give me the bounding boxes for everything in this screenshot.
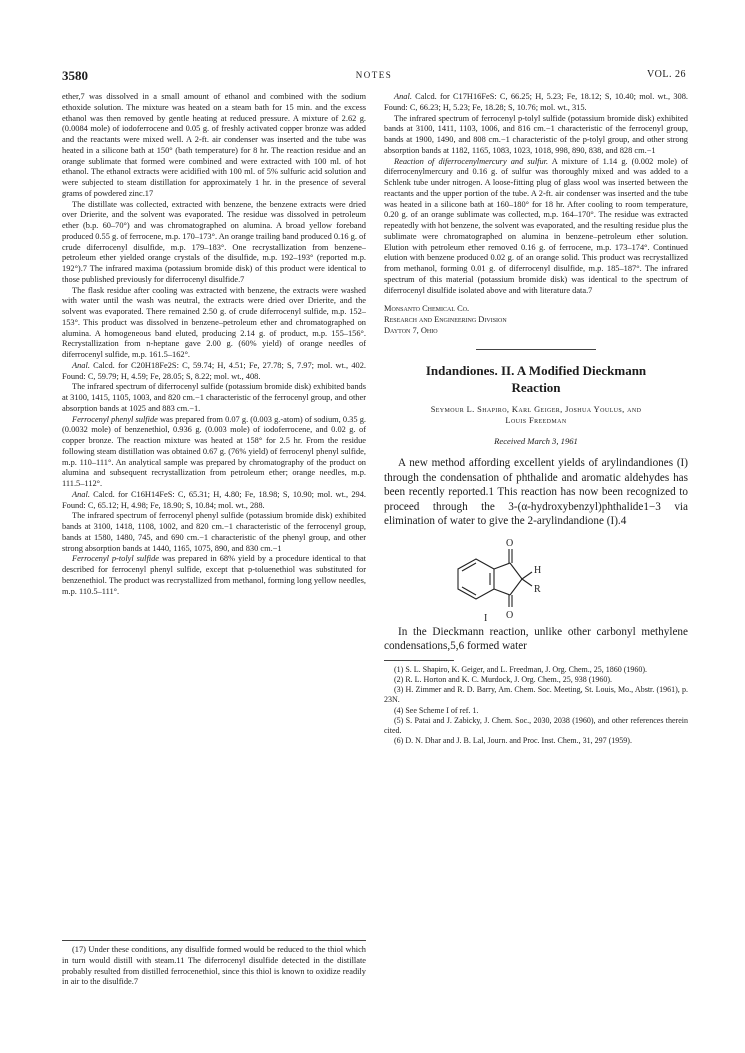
paragraph: The infrared spectrum of diferrocenyl sulfide (potassium bromide disk) exhibited bands at 3100, 1415, 1105, 1003, and 820 cm.−1 characteristic of the ferrocenyl group, and other absorption bands at 1025 and 883 cm.−1. [62,382,366,413]
hydrogen-label: H [534,564,542,576]
footnote: (6) D. N. Dhar and J. B. Lal, Journ. and Proc. Inst. Chem., 31, 297 (1959). [394,736,632,746]
paragraph: The infrared spectrum of ferrocenyl phenyl sulfide (potassium bromide disk) exhibited bands at 3100, 1418, 1108, 1002, and 820 cm.−1 characteristic of the ferrocenyl group, bands at 1580, 1480, 745, and 690 cm.−1 characteristic of the phenyl group, and other strong absorption bands at 1440, 1165, 1075, 890, and 830 cm.−1 [62,511,366,553]
footnote-rule [384,660,454,661]
indandione-structure-diagram [384,529,688,625]
footnote: (5) S. Patai and J. Zabicky, J. Chem. Soc., 2030, 2038 (1960), and other references therein cited. [384,715,688,735]
footnote: (4) See Scheme I of ref. 1. [394,705,479,715]
compound-number-label: I [484,612,488,624]
paragraph: Ferrocenyl p-tolyl sulfide was prepared in 68% yield by a procedure identical to that described for ferrocenyl phenyl sulfide, except that p-toluenethiol was substituted for benzenethiol. The product was recrystallized from methanol, forming long yellow needles, m.p. 110.5–111°. [62,554,366,596]
article-title: Indandiones. II. A Modified Dieckmann Reaction [425,362,647,395]
paragraph: In the Dieckmann reaction, unlike other carbonyl methylene condensations,5,6 formed water [384,625,688,653]
left-footnote [62,940,366,988]
carbonyl-oxygen-label: O [506,537,514,549]
paragraph: The infrared spectrum of ferrocenyl p-tolyl sulfide (potassium bromide disk) exhibited bands at 3100, 1411, 1103, 1006, and 816 cm.−1 characteristic of the ferrocenyl group, bands at 1900, 1490, and 808 cm.−1 characteristic of the p-tolyl group, and other strong absorption bands at 1182, 1165, 1083, 1023, 1018, 998, 890, 838, and 828 cm.−1 [384,113,688,155]
footnote: (1) S. L. Shapiro, K. Geiger, and L. Freedman, J. Org. Chem., 25, 1860 (1960). [394,664,648,674]
volume-label: VOL. 26 [646,69,686,80]
paragraph: The flask residue after cooling was extracted with benzene, the extracts were washed with water until the wash was neutral, the extracts were dried over Drierite, and the solvent was evaporated. There remained 2.50 g. of crude diferrocenyl sulfide, m.p. 152–153°. This product was dissolved in benzene–petroleum ether and chromatographed on alumina. A homogeneous band eluted, producing 2.14 g. of product, m.p. 155–156°. Recrystallization from n-heptane gave 2.00 g. (60% yield) of orange needles of diferrocenyl sulfide, m.p. 161.5–162°. [62,285,366,359]
footnote-17: (17) Under these conditions, any disulfide formed would be reduced to the thiol which in turn would distill with steam.11 The diferrocenyl disulfide detected in the distillate probably resulted from distilled ferrocenethiol, since this thiol is known to oxidize readily in air to the disulfide.7 [62,945,366,987]
page-number: 3580 [62,68,88,83]
footnotes [384,665,688,747]
affiliation-line: Monsanto Chemical Co. [384,304,470,314]
carbonyl-oxygen-label: O [506,609,514,621]
r-group-label: R [534,583,541,595]
benzene-ring [458,559,494,599]
italic-lead: Reaction of diferrocenylmercury and sulfur. [394,156,549,166]
page-header [62,68,686,84]
paragraph: ether,7 was dissolved in a small amount of ethanol and combined with the sodium ethoxide solution. The mixture was heated on a steam bath for 15 min. and the excess ethanol was then removed by gentle heating at reduced pressure. A mixture of 2.62 g. (0.0084 mole) of iodoferrocene and 0.05 g. of freshly activated copper bronze was added and the reactants were mixed well. A 2-ft. air condenser was inserted and the tube was heated in a silicone bath at 150° (bath temperature) for 8 hr. The reaction residue and an orange sublimate that formed were combined and were extracted with 100 ml. of hot ethanol. The ethanol extracts were acidified with 100 ml. of 5% sulfuric acid solution and were subjected to steam distillation for approximately 1 hr. in the presence of several grams of powdered zinc.17 [62,92,366,198]
paragraph: The distillate was collected, extracted with benzene, the benzene extracts were dried over Drierite, and the solvent was evaporated. The residue was dissolved in petroleum ether (b.p. 60–70°) and was chromatographed on alumina. A broad yellow foreband produced 0.55 g. of ferrocene, m.p. 170–173°. An orange trailing band produced 0.16 g. of crude diferrocenyl disulfide, m.p. 179–183°. One recrystallization from benzene–petroleum ether yielded orange crystals of the disulfide, m.p. 192–193° (reported m.p. 192°).7 The infrared maxima (potassium bromide disk) of this product were identical to those published previously for diferrocenyl disulfide.7 [62,199,366,284]
paragraph: Anal. Calcd. for C20H18Fe2S: C, 59.74; H, 4.51; Fe, 27.78; S, 7.97; mol. wt., 402. Found: C, 59.79; H, 4.59; Fe, 28.05; S, 8.22; mol. wt., 408. [62,360,366,381]
italic-lead: Ferrocenyl phenyl sulfide [72,414,158,424]
paragraph: Ferrocenyl phenyl sulfide was prepared from 0.07 g. (0.003 g.-atom) of sodium, 0.35 g. (0.0032 mole) of benzenethiol, 0.936 g. (0.003 mole) of iodoferrocene, and 0.02 g. of copper bronze. The reaction mixture was heated at 158° for 2.5 hr. From the residue following steam distillation was obtained 0.67 g. (76% yield) of ferrocenyl phenyl sulfide, m.p. 110–111°. An analytical sample was prepared by chromatography of the product on alumina and subsequent recrystallization from petroleum ether; orange needles, m.p. 111.5–112°. [62,414,366,488]
affiliation [384,304,688,336]
italic-lead: Anal. [394,92,412,101]
footnote: (2) R. L. Horton and K. C. Murdock, J. Org. Chem., 25, 938 (1960). [394,674,613,684]
footnote-rule [62,940,366,941]
italic-lead: Anal. [72,489,90,499]
section-divider [476,349,596,350]
received-date: Received March 3, 1961 [494,435,578,446]
paragraph: Anal. Calcd. for C16H14FeS: C, 65.31; H, 4.80; Fe, 18.98; S, 10.90; mol. wt., 294. Found: C, 65.12; H, 4.98; Fe, 18.90; S, 10.84; mol. wt., 288. [62,489,366,510]
article-intro [384,456,688,529]
article-authors: Seymour L. Shapiro, Karl Geiger, Joshua Youlus, and Louis Freedman [430,404,642,425]
running-head: NOTES [355,70,393,80]
footnote: (3) H. Zimmer and R. D. Barry, Am. Chem. Soc. Meeting, St. Louis, Mo., Abstr. (1961), p. 23N. [384,685,688,705]
paragraph: A new method affording excellent yields of arylindandiones (I) through the condensation of phthalide and aromatic aldehydes has been recently reported.1 This reaction has now been recognized to proceed through the 3-(α-hydroxybenzyl)phthalide1−3 via elimination of water to give the 2-arylindandione (I).4 [384,457,688,528]
affiliation-line: Research and Engineering Division [384,315,507,324]
article-body [384,625,688,654]
italic-lead: Ferrocenyl p-tolyl sulfide [72,554,160,564]
paragraph: Reaction of diferrocenylmercury and sulfur. A mixture of 1.14 g. (0.002 mole) of diferrocenylmercury and 0.16 g. of sulfur was thoroughly mixed and was added to a Schlenk tube under nitrogen. A loose-fitting plug of glass wool was inserted between the reactants and the upper portion of the tube. A 2-ft. air condenser was inserted and the tube was heated in a silicone bath at 160–180° for 18 hr. After cooling to room temperature, 0.20 g. of an orange sublimate was collected, m.p. 164–170°. The residue was extracted repeatedly with hot benzene, the solvent was evaporated, and the resulting residue plus the sublimate were chromatographed on alumina in benzene–petroleum ether solution. Elution with petroleum ether removed 0.16 g. of ferrocene, m.p. 173–174°. Continued elution with benzene produced 0.02 g. of an orange solid. This product was recrystallized from methanol, forming 0.01 g. of diferrocenyl disulfide, m.p. 185–187°. The infrared spectrum of this material (potassium bromide disk) was identical to the spectrum of diferrocenyl disulfide isolated above and with literature data.7 [384,156,688,295]
right-column [384,92,688,746]
italic-lead: Anal. [72,360,90,370]
affiliation-line: Dayton 7, Ohio [384,325,438,335]
paragraph: Anal. Calcd. for C17H16FeS: C, 66.25; H, 5.23; Fe, 18.12; S, 10.40; mol. wt., 308. Found: C, 66.23; H, 5.23; Fe, 18.28; S, 10.76; mol. wt., 315. [384,92,688,112]
left-column [62,92,366,597]
chemical-structure [384,529,688,625]
